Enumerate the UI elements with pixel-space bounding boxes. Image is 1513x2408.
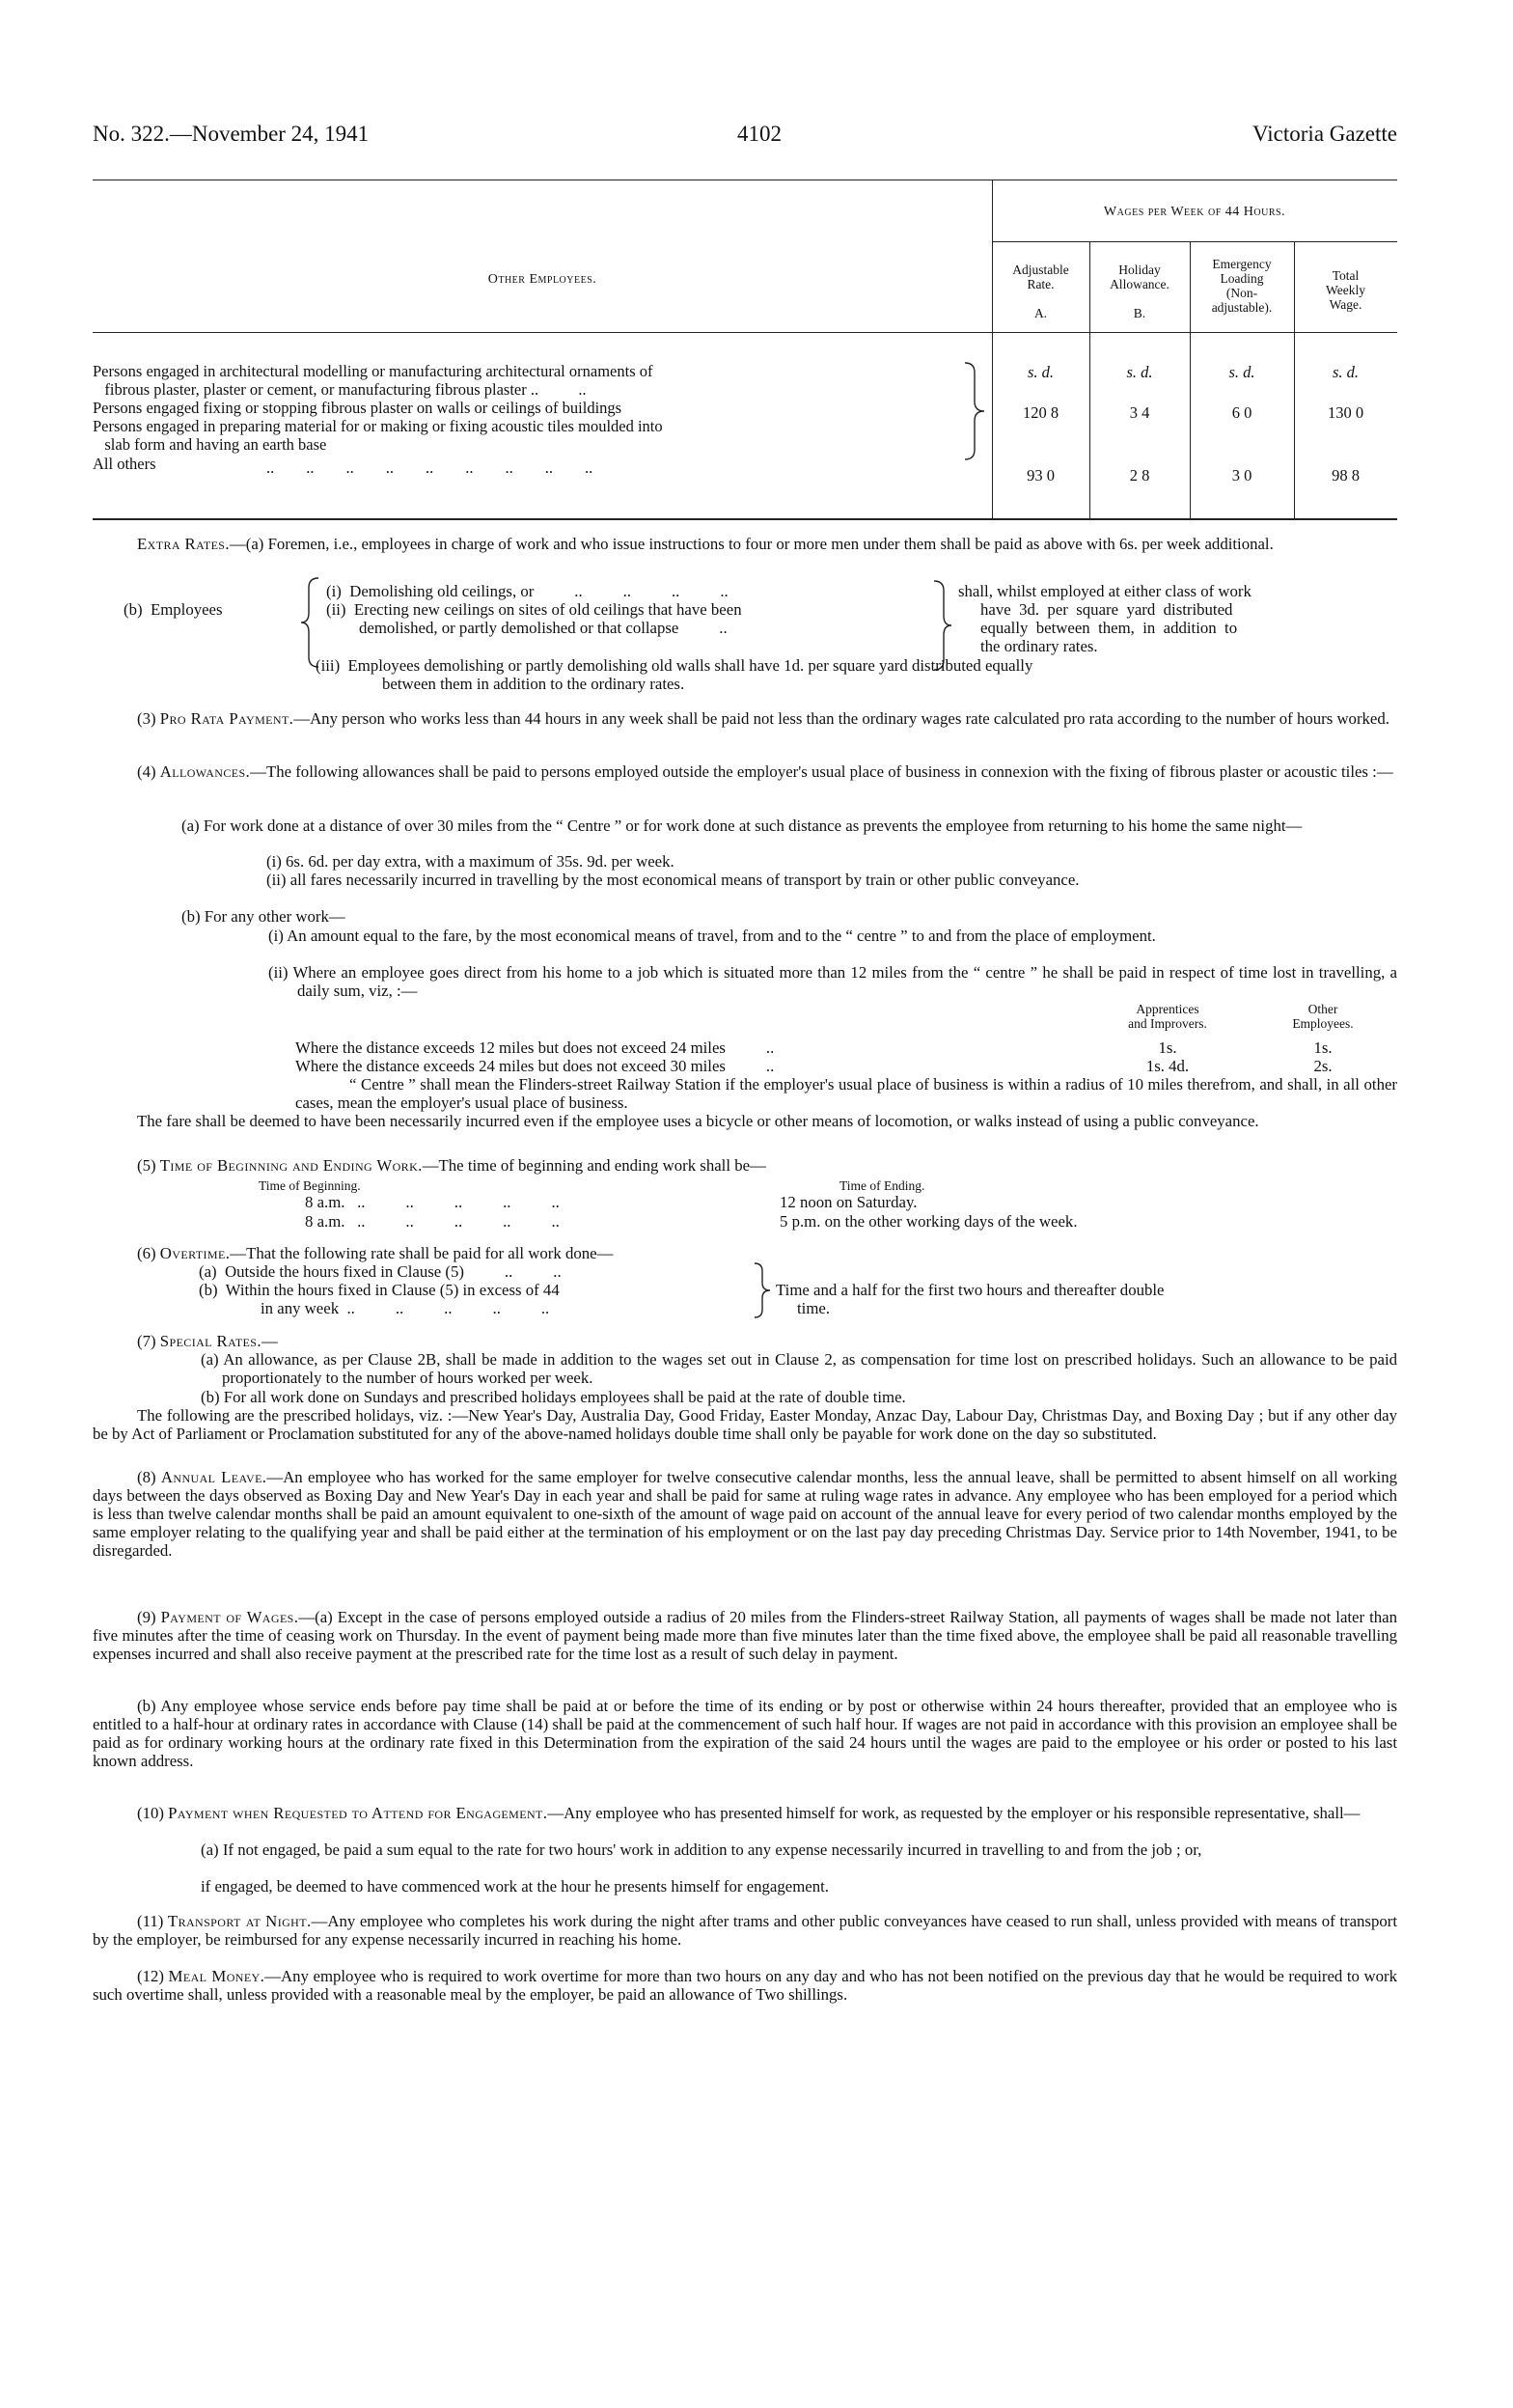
extra-rate-ii: (ii) Erecting new ceilings on sites of old ceilings that have been [326,600,742,619]
issue-date: No. 322.—November 24, 1941 [93,122,370,146]
overtime-paragraph: (6) Overtime.—That the following rate shall be paid for all work done— [137,1244,614,1262]
col-total-weekly-wage: Total Weekly Wage. [1326,268,1365,312]
time-row-1-end: 12 noon on Saturday. [780,1193,918,1211]
allowance-a: (a) For work done at a distance of over 30 miles from the “ Centre ” or for work done at such distance as prevents the employee from returning to his home the same night— [181,817,1303,835]
extra-rate-result-3: equally between them, in addition to [980,619,1238,637]
row-acoustic-cont: slab form and having an earth base [93,435,327,454]
time-col-beginning: Time of Beginning. [259,1178,361,1193]
fare-paragraph: The fare shall be deemed to have been necessarily incurred even if the employee uses a bicycle or other means of locomotion, or walks instead of using a public conveyance. [137,1112,1259,1130]
annual-leave-paragraph: (8) Annual Leave.—An employee who has worked for the same employer for twelve consecutive calendar months, less the annual leave, shall be permitted to absent himself on all working days between the days observed as Boxing Day and New Year's Day in each year and shall be paid for same at ruling wage rates in advance. Any employee who has been employed for a period which is less than twelve calendar months shall be paid an amount equivalent to one-sixth of the amount of wage paid on account of the annual leave for every period of two calendar months employed by the same employer relating to the qualifying year and shall be paid either at the termination of his employment or on the last pay day preceding Christmas Day. Service prior to 14th November, 1941, to be disregarded. [93,1468,1398,1560]
allowance-b-i: (i) An amount equal to the fare, by the most economical means of travel, from and to the “ centre ” to and from the place of employment. [268,927,1156,945]
row-acoustic: Persons engaged in preparing material for or making or fixing acoustic tiles moulded into [93,417,663,435]
unit-c: s. d. [1228,363,1255,381]
row-all-others-dots: .. .. .. .. .. .. .. .. .. [266,458,593,477]
extra-rate-result-4: the ordinary rates. [980,637,1098,655]
value-c-others: 3 0 [1231,466,1252,484]
overtime-a: (a) Outside the hours fixed in Clause (5) .. .. [199,1262,562,1281]
wage-table [93,180,1397,519]
allowances-paragraph: (4) Allowances.—The following allowances shall be paid to persons employed outside the employer's usual place of business in connexion with the fixing of fibrous plaster or acoustic tiles :— [137,762,1393,781]
unit-b: s. d. [1126,363,1153,381]
distance-row-2: Where the distance exceeds 24 miles but does not exceed 30 miles .. [295,1057,775,1075]
engagement-a-cont: if engaged, be deemed to have commenced work at the hour he presents himself for engagement. [201,1877,829,1896]
distance-2-other: 2s. [1313,1057,1333,1075]
col-holiday-allowance: Holiday Allowance. B. [1110,263,1169,320]
right-brace [753,1261,772,1319]
col-emergency-loading: Emergency Loading (Non- adjustable). [1211,257,1273,315]
time-work-paragraph: (5) Time of Beginning and Ending Work.—The time of beginning and ending work shall be— [137,1156,766,1175]
table-row-header: Other Employees. [487,272,597,287]
centre-definition: “ Centre ” shall mean the Flinders-street Railway Station if the employer's usual place of business is within a radius of 10 miles therefrom, and shall, in all other cases, mean the employer's usual place of business. [295,1075,1397,1112]
special-rate-b: (b) For all work done on Sundays and prescribed holidays employees shall be paid at the rate of double time. [201,1388,906,1406]
value-b-group: 3 4 [1129,403,1150,422]
col-other-employees: Other Employees. [1292,1002,1354,1031]
row-all-others: All others [93,455,156,473]
allowance-b: (b) For any other work— [181,907,345,926]
table-group-header: Wages per Week of 44 Hours. [1103,205,1286,219]
row-modelling: Persons engaged in architectural modelling or manufacturing architectural ornaments of [93,362,653,380]
engagement-paragraph: (10) Payment when Requested to Attend for Engagement.—Any employee who has presented himself for work, as requested by the employer or his responsible representative, shall— [137,1804,1361,1822]
right-brace [961,361,988,461]
payment-wages-paragraph: (9) Payment of Wages.—(a) Except in the case of persons employed outside a radius of 20 miles from the Flinders-street Railway Station, all payments of wages shall be made not later than five minutes after the time of ceasing work on Thursday. In the event of payment being made more than five minutes later than the time fixed above, the employee shall be paid all reasonable travelling expenses incurred and shall also receive payment at the prescribed rate for the time lost as a result of such delay in payment. [93,1608,1397,1663]
publication-title: Victoria Gazette [1252,122,1397,146]
prescribed-holidays: The following are the prescribed holidays, viz. :—New Year's Day, Australia Day, Good Friday, Easter Monday, Anzac Day, Labour Day, Christmas Day, and Boxing Day ; but if any other day be by Act of Parliament or Proclamation substituted for any of the above-named holidays double time shall only be payable for work done on the day so substituted. [93,1406,1397,1443]
value-c-group: 6 0 [1231,403,1252,422]
extra-rates-paragraph: Extra Rates.—(a) Foremen, i.e., employees in charge of work and who issue instructions to four or more men under them shall be paid as above with 6s. per week additional. [137,535,1274,553]
meal-money-paragraph: (12) Meal Money.—Any employee who is required to work overtime for more than two hours on any day and who has not been notified on the previous day that he would be required to work such overtime shall, unless provided with a reasonable meal by the employer, be paid an allowance of Two shillings. [93,1967,1398,2004]
allowance-a-ii: (ii) all fares necessarily incurred in travelling by the most economical means of transport by train or other public conveyance. [266,871,1080,889]
distance-1-other: 1s. [1313,1038,1333,1057]
value-d-others: 98 8 [1332,466,1360,484]
value-b-others: 2 8 [1129,466,1150,484]
value-a-others: 93 0 [1027,466,1055,484]
overtime-rate: Time and a half for the first two hours and thereafter double [776,1281,1165,1299]
value-d-group: 130 0 [1327,403,1364,422]
col-adjustable-rate: Adjustable Rate. A. [1012,263,1069,320]
extra-rate-result-1: shall, whilst employed at either class of work [958,582,1252,600]
overtime-b-cont: in any week .. .. .. .. .. [261,1299,550,1317]
time-row-2-start: 8 a.m. .. .. .. .. .. [305,1212,560,1231]
extra-rate-result-2: have 3d. per square yard distributed [980,600,1233,619]
distance-1-apprentice: 1s. [1158,1038,1177,1057]
row-modelling-cont: fibrous plaster, plaster or cement, or manufacturing fibrous plaster .. .. [93,380,587,399]
employees-label: (b) Employees [124,600,223,619]
extra-rate-i: (i) Demolishing old ceilings, or .. .. .. .. [326,582,729,600]
engagement-a: (a) If not engaged, be paid a sum equal to the rate for two hours' work in addition to any expense necessarily incurred in travelling to and from the job ; or, [201,1841,1202,1859]
left-brace [299,576,320,669]
distance-row-1: Where the distance exceeds 12 miles but does not exceed 24 miles .. [295,1038,775,1057]
overtime-rate-cont: time. [797,1299,831,1317]
time-col-ending: Time of Ending. [839,1178,925,1193]
value-a-group: 120 8 [1022,403,1059,422]
extra-rate-iii: (iii) Employees demolishing or partly demolishing old walls shall have 1d. per square yard distributed equally [316,656,1033,675]
special-rates-paragraph: (7) Special Rates.— [137,1332,278,1350]
payment-wages-b: (b) Any employee whose service ends before pay time shall be paid at or before the time of its ending or by post or otherwise within 24 hours thereafter, provided that an employee who is entitled to a half-hour at ordinary rates in accordance with Clause (14) shall be paid at the commencement of such half hour. If wages are not paid in accordance with this provision an employee shall be paid as for ordinary working hours at the ordinary rate fixed in this Determination from the expiration of the said 24 hours until the wages are paid to the employee or his order or posted to his last known address. [93,1697,1397,1770]
extra-rate-ii-cont: demolished, or partly demolished or that collapse .. [359,619,728,637]
unit-d: s. d. [1332,363,1360,381]
page-header [93,122,1397,154]
extra-rate-iii-cont: between them in addition to the ordinary rates. [382,675,685,693]
special-rate-a: (a) An allowance, as per Clause 2B, shall be made in addition to the wages set out in Clause 2, as compensation for time lost on prescribed holidays. Such an allowance to be paid proportionately to the number of hours worked per week. [201,1350,1397,1387]
transport-paragraph: (11) Transport at Night.—Any employee who completes his work during the night after trams and other public conveyances have ceased to run shall, unless provided with means of transport by the employer, be reimbursed for any expense necessarily incurred in reaching his home. [93,1912,1397,1949]
pro-rata-paragraph: (3) Pro Rata Payment.—Any person who works less than 44 hours in any week shall be paid not less than the ordinary wages rate calculated pro rata according to the number of hours worked. [137,709,1389,728]
allowance-b-ii: (ii) Where an employee goes direct from his home to a job which is situated more than 12 miles from the “ centre ” he shall be paid in respect of time lost in travelling, a daily sum, viz, :— [268,963,1397,1000]
row-fixing: Persons engaged fixing or stopping fibrous plaster on walls or ceilings of buildings [93,399,622,417]
allowance-a-i: (i) 6s. 6d. per day extra, with a maximum of 35s. 9d. per week. [266,852,674,871]
page-number: 4102 [737,122,782,146]
time-row-2-end: 5 p.m. on the other working days of the week. [780,1212,1078,1231]
overtime-b: (b) Within the hours fixed in Clause (5) in excess of 44 [199,1281,560,1299]
distance-2-apprentice: 1s. 4d. [1145,1057,1190,1075]
unit-a: s. d. [1027,363,1055,381]
col-apprentices: Apprentices and Improvers. [1128,1002,1207,1031]
time-row-1-start: 8 a.m. .. .. .. .. .. [305,1193,560,1211]
